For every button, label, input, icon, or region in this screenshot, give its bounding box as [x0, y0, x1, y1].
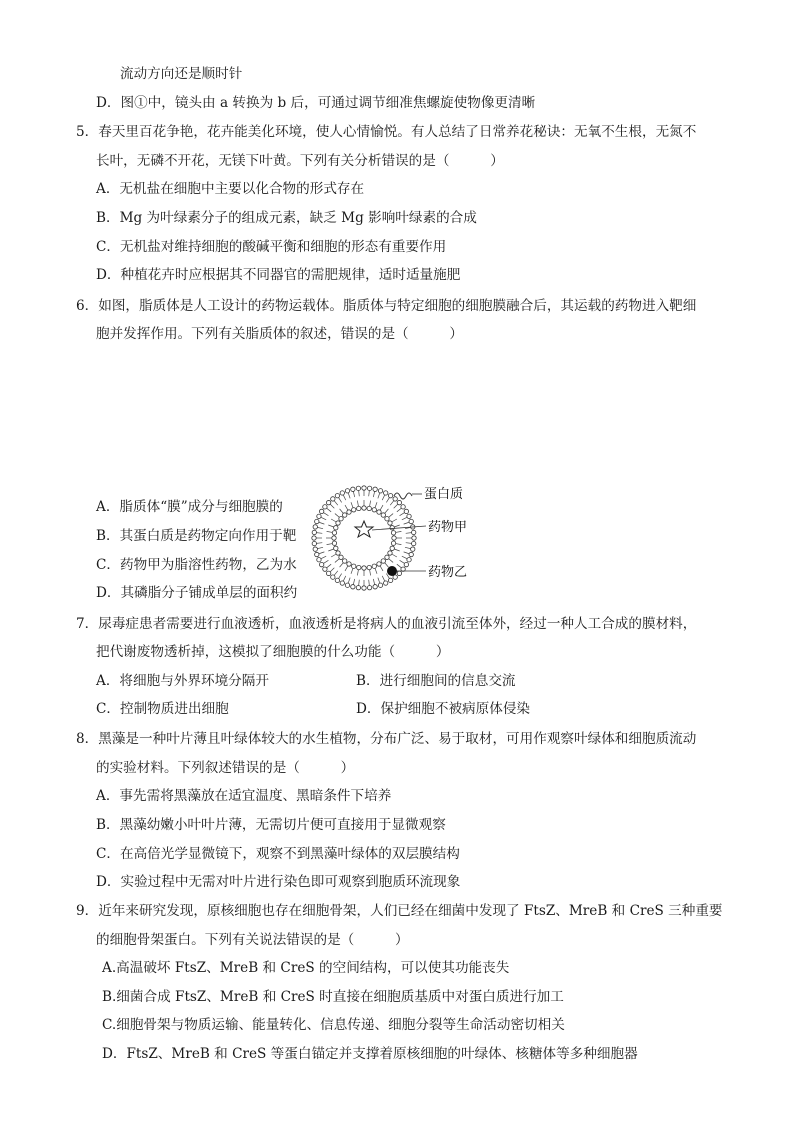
lipid-head — [334, 546, 338, 550]
q8-option-b: B．黑藻幼嫩小叶叶片薄，无需切片便可直接用于显微观察 — [96, 817, 446, 833]
lipid-head — [385, 555, 389, 559]
lipid-head — [335, 493, 339, 497]
lipid-head — [367, 506, 371, 510]
lipid-head — [323, 505, 327, 509]
lipid-head — [372, 564, 376, 568]
lipid-head — [409, 519, 413, 523]
lipid-head — [351, 585, 355, 589]
lipid-head — [335, 578, 339, 582]
lipid-head — [356, 486, 360, 490]
lipid-head — [367, 585, 371, 589]
drug-b-dot-icon — [387, 566, 397, 576]
q5-stem-cont: 长叶，无磷不开花，无镁下叶黄。下列有关分析错误的是（ ） — [96, 153, 504, 169]
lipid-head — [351, 487, 355, 491]
lipid-head — [323, 567, 327, 571]
q5-option-d: D．种植花卉时应根据其不同器官的需肥规律，适时适量施肥 — [96, 267, 461, 283]
lipid-head — [367, 565, 371, 569]
q7-option-d: D．保护细胞不被病原体侵染 — [356, 701, 531, 717]
lipid-head — [378, 489, 382, 493]
lipid-head — [381, 513, 385, 517]
q7-option-b: B．进行细胞间的信息交流 — [356, 673, 516, 689]
lipid-head — [331, 575, 335, 579]
q6-option-d: D．其磷脂分子铺成单层的面积约 — [96, 585, 298, 601]
lipid-head — [357, 506, 361, 510]
lipid-head — [315, 519, 319, 523]
q8-option-c: C．在高倍光学显微镜下，观察不到黑藻叶绿体的双层膜结构 — [96, 846, 460, 862]
lipid-head — [411, 547, 415, 551]
lipid-head — [385, 517, 389, 521]
lipid-head — [397, 500, 401, 504]
lipid-head — [334, 526, 338, 530]
lipid-head — [383, 581, 387, 585]
q9-option-d: D．FtsZ、MreB 和 CreS 等蛋白锚定并支撑着原核细胞的叶绿体、核糖体等多种细胞器 — [102, 1046, 638, 1062]
q7-stem-cont: 把代谢废物透析掉，这模拟了细胞膜的什么功能（ ） — [96, 644, 450, 660]
q6-option-c: C．药物甲为脂溶性药物，乙为水 — [96, 557, 297, 573]
lipid-head — [362, 566, 366, 570]
q7-option-a: A．将细胞与外界环境分隔开 — [96, 673, 269, 689]
lipid-head — [313, 547, 317, 551]
lipid-head — [373, 487, 377, 491]
lipid-head — [315, 552, 319, 556]
lipid-head — [331, 497, 335, 501]
q9-stem-cont: 的细胞骨架蛋白。下列有关说法错误的是（ ） — [96, 932, 409, 948]
q7-stem: 7．尿毒症患者需要进行血液透析，血液透析是将病人的血液引流至体外，经过一种人工合成的膜材料， — [76, 616, 697, 632]
lipid-head — [352, 508, 356, 512]
lipid-head — [347, 562, 351, 566]
lipid-head — [367, 486, 371, 490]
lipid-head — [317, 514, 321, 518]
lipid-head — [388, 551, 392, 555]
lipid-head — [388, 521, 392, 525]
lipid-head — [345, 489, 349, 493]
lipid-head — [362, 586, 366, 590]
q5-option-c: C．无机盐对维持细胞的酸碱平衡和细胞的形态有重要作用 — [96, 239, 447, 255]
lipid-head — [339, 517, 343, 521]
lipid-head — [407, 514, 411, 518]
lipid-head — [411, 541, 415, 545]
q8-stem: 8．黑藻是一种叶片薄且叶绿体较大的水生植物，分布广泛、易于取材，可用作观察叶绿体和细胞质流动 — [76, 731, 697, 747]
lipid-head — [313, 525, 317, 529]
q5-stem: 5．春天里百花争艳，花卉能美化环境，使人心情愉悦。有人总结了日常养花秘诀：无氧不生根，无氮不 — [76, 124, 697, 140]
lipid-head — [381, 559, 385, 563]
lipid-head — [340, 491, 344, 495]
liposome-diagram — [300, 474, 490, 610]
q9-option-a: A.高温破坏 FtsZ、MreB 和 CreS 的空间结构，可以使其功能丧失 — [102, 960, 510, 976]
lipid-head — [340, 581, 344, 585]
lipid-head — [332, 541, 336, 545]
lipid-head — [404, 509, 408, 513]
q6-option-b: B．其蛋白质是药物定向作用于靶 — [96, 528, 297, 544]
lipid-head — [390, 526, 394, 530]
lipid-head — [377, 510, 381, 514]
q4-option-c-continued: 流动方向还是顺时针 — [120, 66, 243, 82]
q5-option-b: B．Mg 为叶绿素分子的组成元素，缺乏 Mg 影响叶绿素的合成 — [96, 210, 477, 226]
label-drug-a: 药物甲 — [428, 520, 468, 535]
lipid-head — [362, 486, 366, 490]
lipid-head — [357, 565, 361, 569]
lipid-head — [317, 557, 321, 561]
lipid-head — [404, 562, 408, 566]
lipid-head — [397, 571, 401, 575]
lipid-head — [378, 583, 382, 587]
q9-stem: 9．近年来研究发现，原核细胞也存在细胞骨架，人们已经在细菌中发现了 FtsZ、MreB 和 CreS 三种重要 — [76, 903, 723, 919]
lipid-head — [343, 513, 347, 517]
lipid-head — [372, 508, 376, 512]
q9-option-c: C.细胞骨架与物质运输、能量转化、信息传递、细胞分裂等生命活动密切相关 — [102, 1017, 565, 1033]
lipid-head — [312, 541, 316, 545]
lipid-head — [332, 536, 336, 540]
label-drug-b: 药物乙 — [428, 565, 468, 580]
q9-option-b: B.细菌合成 FtsZ、MreB 和 CreS 时直接在细胞质基质中对蛋白质进行加工 — [102, 989, 564, 1005]
lipid-head — [345, 583, 349, 587]
lipid-head — [312, 536, 316, 540]
lipid-head — [373, 585, 377, 589]
q6-stem-cont: 胞并发挥作用。下列有关脂质体的叙述，错误的是（ ） — [96, 326, 464, 342]
lipid-head — [401, 505, 405, 509]
lipid-head — [343, 559, 347, 563]
q6-option-a: A．脂质体“膜”成分与细胞膜的 — [96, 499, 283, 515]
lipid-head — [312, 530, 316, 534]
lipid-head — [339, 555, 343, 559]
q8-option-d: D．实验过程中无需对叶片进行染色即可观察到胞质环流现象 — [96, 874, 461, 890]
q4-option-d: D．图①中，镜头由 a 转换为 b 后，可通过调节细准焦螺旋使物像更清晰 — [96, 95, 536, 111]
lipid-head — [411, 530, 415, 534]
lipid-head — [407, 557, 411, 561]
lipid-head — [392, 536, 396, 540]
lipid-head — [326, 500, 330, 504]
lipid-head — [383, 491, 387, 495]
q8-option-a: A．事先需将黑藻放在适宜温度、黑暗条件下培养 — [96, 788, 392, 804]
q6-stem: 6．如图，脂质体是人工设计的药物运载体。脂质体与特定细胞的细胞膜融合后，其运载的药物进入靶细 — [76, 298, 697, 314]
lipid-head — [388, 493, 392, 497]
lipid-head — [393, 497, 397, 501]
lipid-head — [347, 510, 351, 514]
lipid-head — [326, 571, 330, 575]
lipid-head — [362, 506, 366, 510]
lipid-head — [336, 521, 340, 525]
lipid-head — [319, 509, 323, 513]
lipid-head — [332, 531, 336, 535]
lipid-head — [391, 531, 395, 535]
lipid-head — [336, 551, 340, 555]
lipid-head — [377, 562, 381, 566]
lipid-head — [356, 585, 360, 589]
lipid-head — [319, 562, 323, 566]
lipid-head — [412, 536, 416, 540]
lipid-head — [388, 578, 392, 582]
lipid-head — [391, 541, 395, 545]
label-protein: 蛋白质 — [424, 487, 464, 502]
lipid-head — [390, 546, 394, 550]
q5-option-a: A．无机盐在细胞中主要以化合物的形式存在 — [96, 181, 365, 197]
q7-option-c: C．控制物质进出细胞 — [96, 701, 229, 717]
q8-stem-cont: 的实验材料。下列叙述错误的是（ ） — [96, 760, 355, 776]
lipid-head — [352, 564, 356, 568]
lipid-head — [409, 552, 413, 556]
